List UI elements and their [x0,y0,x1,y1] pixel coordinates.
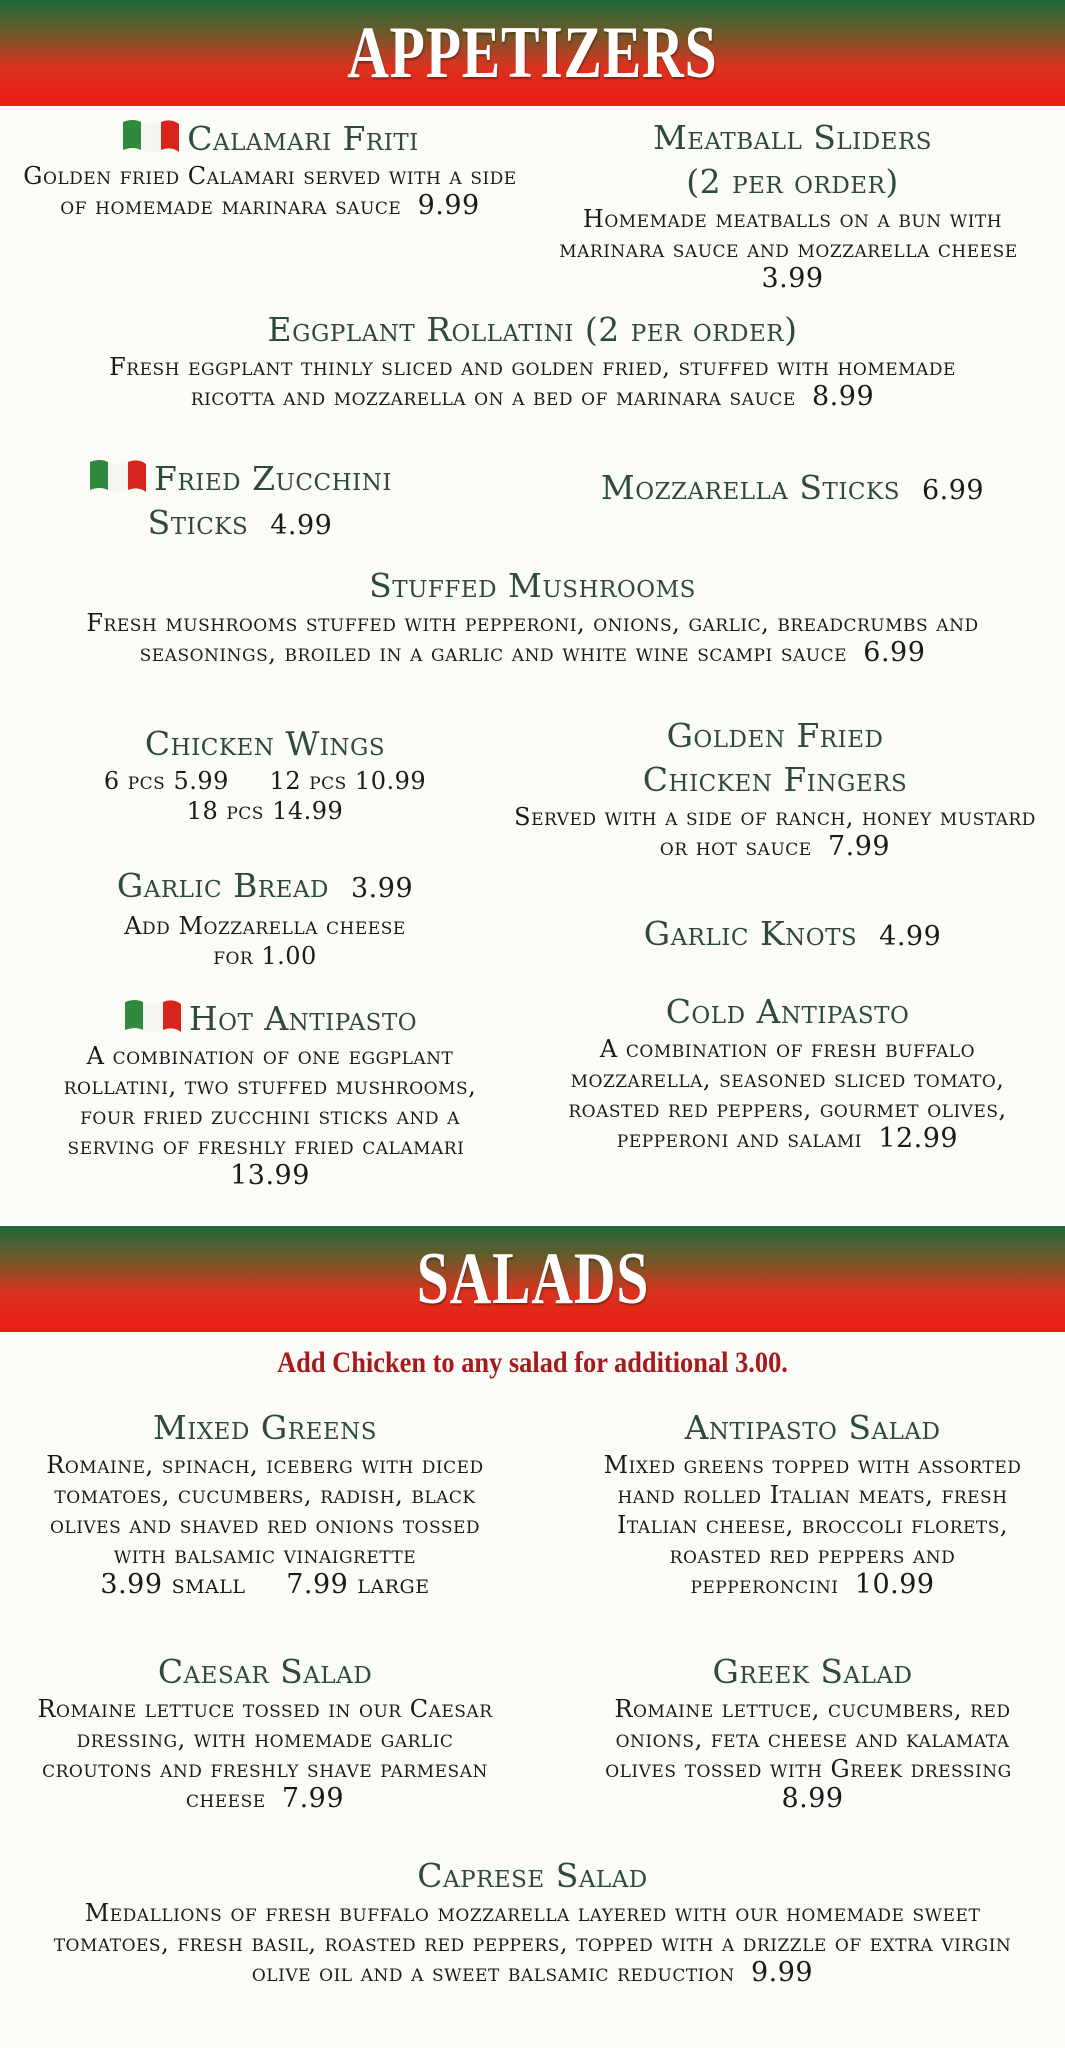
item-price: 10.99 [854,1569,935,1600]
menu-item-chicken-wings [20,722,510,826]
item-name: Mozzarella Sticks [600,468,900,507]
item-name: Calamari Friti [187,119,419,158]
salad-chicken-note: Add Chicken to any salad for additional 3.00. [277,1346,788,1379]
menu-item-stuffed-mushrooms [20,564,1045,668]
menu-item-caprese-salad [50,1854,1015,1988]
item-desc: Medallions of fresh buffalo mozzarella layered with our homemade sweet tomatoes, fresh basil, roasted red peppers, topped with a drizzle of extra virgin olive oil and a sweet balsamic reduction [53,1899,1012,1987]
item-name: Hot Antipasto [188,999,418,1038]
italian-flag-icon [123,996,183,1034]
menu-item-antipasto-salad [575,1406,1050,1600]
price-small: 3.99 small [100,1569,246,1600]
item-desc: Fresh eggplant thinly sliced and golden fried, stuffed with homemade ricotta and mozzarella on a bed of marinara sauce [109,353,956,411]
item-desc: Mixed greens topped with assorted hand rolled Italian meats, fresh Italian cheese, broccoli florets, roasted red peppers and pepperoncini [603,1451,1022,1599]
item-name: Caprese Salad [417,1856,648,1895]
item-name: Chicken Wings [144,724,386,763]
item-name: Caesar Salad [157,1652,373,1691]
item-desc: Add Mozzarella cheese for 1.00 [124,912,406,970]
item-price: 6.99 [921,475,985,506]
item-name: Mixed Greens [152,1408,378,1447]
item-price: 3.99 [761,263,824,294]
item-price: 9.99 [750,1957,814,1988]
item-price: 6.99 [863,637,926,668]
item-price: 8.99 [812,381,875,412]
item-price: 12.99 [878,1123,959,1154]
italian-flag-icon [121,116,181,154]
menu-item-caesar-salad [20,1650,510,1814]
item-price: 8.99 [781,1783,844,1814]
item-desc: Romaine lettuce tossed in our Caesar dressing, with homemade garlic croutons and freshly shave parmesan cheese [37,1695,493,1813]
wings-price-6: 6 pcs 5.99 [103,767,229,795]
menu-item-calamari-friti [20,116,520,221]
menu-item-hot-antipasto [40,996,500,1191]
appetizers-banner [0,0,1065,106]
item-name: Meatball Sliders [652,118,933,157]
item-price: 7.99 [281,1783,345,1814]
item-name: Stuffed Mushrooms [369,566,696,605]
item-name-line2: Chicken Fingers [642,760,908,799]
menu-item-garlic-knots [540,912,1045,959]
menu-item-meatball-sliders [540,116,1045,294]
item-name: Cold Antipasto [665,992,910,1031]
menu-item-garlic-bread [40,864,490,971]
salads-title: SALADS [416,1237,649,1320]
menu-item-mozzarella-sticks [540,466,1045,513]
menu-item-fried-zucchini-sticks [40,456,440,548]
menu-item-cold-antipasto [545,990,1030,1154]
item-price: 3.99 [351,873,414,904]
item-desc: Romaine, spinach, iceberg with diced tomatoes, cucumbers, radish, black olives and shaved red onions tossed with balsamic vinaigrette [46,1451,484,1569]
price-large: 7.99 large [286,1569,430,1600]
item-name-line2: Sticks [147,503,249,542]
item-desc: Homemade meatballs on a bun with marinara sauce and mozzarella cheese [559,205,1018,263]
wings-price-12: 12 pcs 10.99 [269,767,427,795]
item-desc: Romaine lettuce, cucumbers, red onions, feta cheese and kalamata olives tossed with Greek dressing [605,1695,1012,1783]
item-price: 13.99 [230,1160,310,1191]
menu-item-chicken-fingers [510,714,1040,862]
item-price: 4.99 [270,510,333,541]
item-name: Greek Salad [712,1652,913,1691]
item-desc: Fresh mushrooms stuffed with pepperoni, onions, garlic, breadcrumbs and seasonings, broiled in a garlic and white wine scampi sauce [86,609,979,667]
item-price: 7.99 [827,831,891,862]
salads-banner [0,1226,1065,1332]
item-name: Fried Zucchini [154,459,392,498]
appetizers-title: APPETIZERS [347,11,718,94]
menu-item-greek-salad [575,1650,1050,1814]
item-desc: Golden fried Calamari served with a side of homemade marinara sauce [23,162,517,220]
item-name-line2: (2 per order) [686,162,899,201]
menu-item-eggplant-rollatini [80,308,985,412]
item-name: Eggplant Rollatini (2 per order) [267,310,798,349]
item-desc: A combination of one eggplant rollatini, two stuffed mushrooms, four fried zucchini sticks and a serving of freshly fried calamari [63,1042,477,1160]
menu-item-mixed-greens [20,1406,510,1600]
item-price: 9.99 [417,190,480,221]
item-price: 4.99 [879,921,942,952]
item-desc: Served with a side of ranch, honey mustard or hot sauce [514,803,1036,861]
italian-flag-icon [88,456,148,494]
item-name: Garlic Knots [643,914,858,953]
item-desc: A combination of fresh buffalo mozzarella, seasoned sliced tomato, roasted red peppers, gourmet olives, pepperoni and salami [568,1035,1007,1153]
item-name: Golden Fried [666,716,884,755]
item-name: Garlic Bread [116,866,330,905]
item-name: Antipasto Salad [684,1408,941,1447]
wings-price-18: 18 pcs 14.99 [186,797,344,825]
